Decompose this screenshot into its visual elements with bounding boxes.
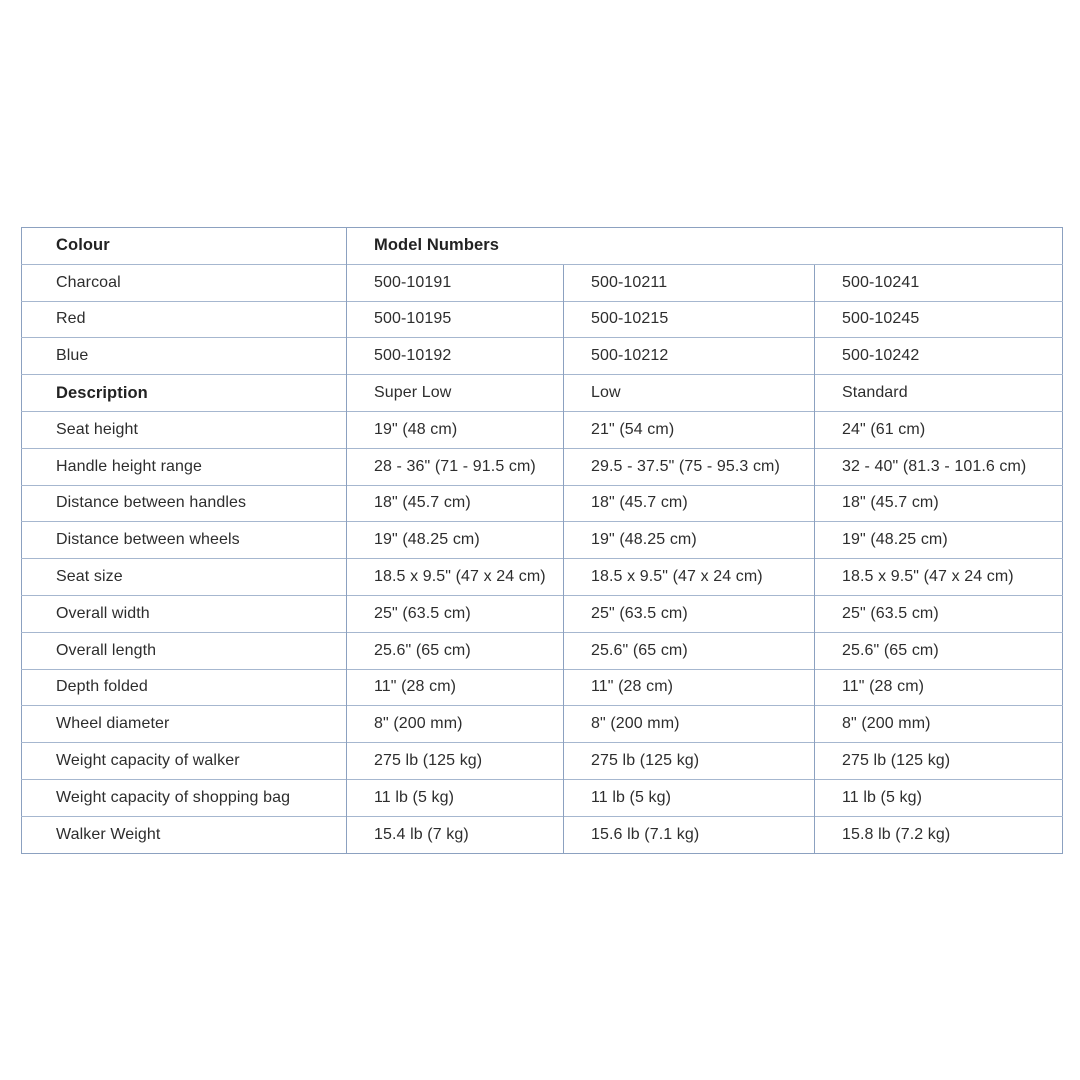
variant-name-cell: Super Low	[347, 375, 564, 412]
table-header-row	[22, 228, 1063, 265]
row-label: Walker Weight	[22, 816, 347, 853]
value-cell: 275 lb (125 kg)	[815, 743, 1063, 780]
row-label: Weight capacity of shopping bag	[22, 779, 347, 816]
value-cell: 11 lb (5 kg)	[564, 779, 815, 816]
value-cell: 8" (200 mm)	[815, 706, 1063, 743]
row-label: Charcoal	[22, 264, 347, 301]
value-cell: 32 - 40" (81.3 - 101.6 cm)	[815, 448, 1063, 485]
value-cell: 25" (63.5 cm)	[564, 595, 815, 632]
value-cell: 8" (200 mm)	[564, 706, 815, 743]
model-number-cell: 500-10215	[564, 301, 815, 338]
model-number-cell: 500-10191	[347, 264, 564, 301]
value-cell: 15.8 lb (7.2 kg)	[815, 816, 1063, 853]
variant-name-cell: Standard	[815, 375, 1063, 412]
value-cell: 18.5 x 9.5" (47 x 24 cm)	[347, 559, 564, 596]
table-row-depth-folded	[22, 669, 1063, 706]
value-cell: 15.6 lb (7.1 kg)	[564, 816, 815, 853]
value-cell: 11 lb (5 kg)	[347, 779, 564, 816]
row-label: Seat size	[22, 559, 347, 596]
table-row-red	[22, 301, 1063, 338]
table-row-walker-weight	[22, 816, 1063, 853]
row-label: Weight capacity of walker	[22, 743, 347, 780]
value-cell: 15.4 lb (7 kg)	[347, 816, 564, 853]
value-cell: 275 lb (125 kg)	[564, 743, 815, 780]
table-row-overall-length	[22, 632, 1063, 669]
value-cell: 18.5 x 9.5" (47 x 24 cm)	[564, 559, 815, 596]
model-number-cell: 500-10241	[815, 264, 1063, 301]
row-label: Distance between handles	[22, 485, 347, 522]
value-cell: 19" (48.25 cm)	[815, 522, 1063, 559]
value-cell: 11" (28 cm)	[347, 669, 564, 706]
value-cell: 25" (63.5 cm)	[347, 595, 564, 632]
value-cell: 25.6" (65 cm)	[815, 632, 1063, 669]
value-cell: 18.5 x 9.5" (47 x 24 cm)	[815, 559, 1063, 596]
row-label: Blue	[22, 338, 347, 375]
value-cell: 25.6" (65 cm)	[564, 632, 815, 669]
value-cell: 8" (200 mm)	[347, 706, 564, 743]
model-number-cell: 500-10212	[564, 338, 815, 375]
walker-spec-table	[21, 227, 1063, 854]
value-cell: 28 - 36" (71 - 91.5 cm)	[347, 448, 564, 485]
table-row-wheel-diameter	[22, 706, 1063, 743]
model-number-cell: 500-10192	[347, 338, 564, 375]
row-label: Seat height	[22, 411, 347, 448]
row-label: Wheel diameter	[22, 706, 347, 743]
row-label: Overall width	[22, 595, 347, 632]
variant-name-cell: Low	[564, 375, 815, 412]
table-row-overall-width	[22, 595, 1063, 632]
value-cell: 275 lb (125 kg)	[347, 743, 564, 780]
value-cell: 29.5 - 37.5" (75 - 95.3 cm)	[564, 448, 815, 485]
value-cell: 11" (28 cm)	[564, 669, 815, 706]
table-row-blue	[22, 338, 1063, 375]
table-row-description	[22, 375, 1063, 412]
model-number-cell: 500-10245	[815, 301, 1063, 338]
value-cell: 11" (28 cm)	[815, 669, 1063, 706]
table-row-handle-height-range	[22, 448, 1063, 485]
row-label: Distance between wheels	[22, 522, 347, 559]
column-header-model-numbers: Model Numbers	[347, 228, 1063, 265]
model-number-cell: 500-10211	[564, 264, 815, 301]
table-row-distance-between-wheels	[22, 522, 1063, 559]
table-row-distance-between-handles	[22, 485, 1063, 522]
column-header-colour: Colour	[56, 236, 110, 255]
value-cell: 18" (45.7 cm)	[564, 485, 815, 522]
row-label: Depth folded	[22, 669, 347, 706]
value-cell: 21" (54 cm)	[564, 411, 815, 448]
table-row-seat-size	[22, 559, 1063, 596]
table-row-weight-capacity-shopping-bag	[22, 779, 1063, 816]
value-cell: 24" (61 cm)	[815, 411, 1063, 448]
value-cell: 18" (45.7 cm)	[347, 485, 564, 522]
value-cell: 19" (48.25 cm)	[347, 522, 564, 559]
row-label-description: Description	[22, 375, 347, 412]
model-number-cell: 500-10242	[815, 338, 1063, 375]
value-cell: 19" (48.25 cm)	[564, 522, 815, 559]
row-label: Overall length	[22, 632, 347, 669]
value-cell: 25" (63.5 cm)	[815, 595, 1063, 632]
value-cell: 25.6" (65 cm)	[347, 632, 564, 669]
value-cell: 11 lb (5 kg)	[815, 779, 1063, 816]
table-row-charcoal	[22, 264, 1063, 301]
table-row-weight-capacity-walker	[22, 743, 1063, 780]
spec-table-container	[21, 227, 1063, 854]
model-number-cell: 500-10195	[347, 301, 564, 338]
table-row-seat-height	[22, 411, 1063, 448]
row-label: Red	[22, 301, 347, 338]
value-cell: 18" (45.7 cm)	[815, 485, 1063, 522]
value-cell: 19" (48 cm)	[347, 411, 564, 448]
row-label: Handle height range	[22, 448, 347, 485]
